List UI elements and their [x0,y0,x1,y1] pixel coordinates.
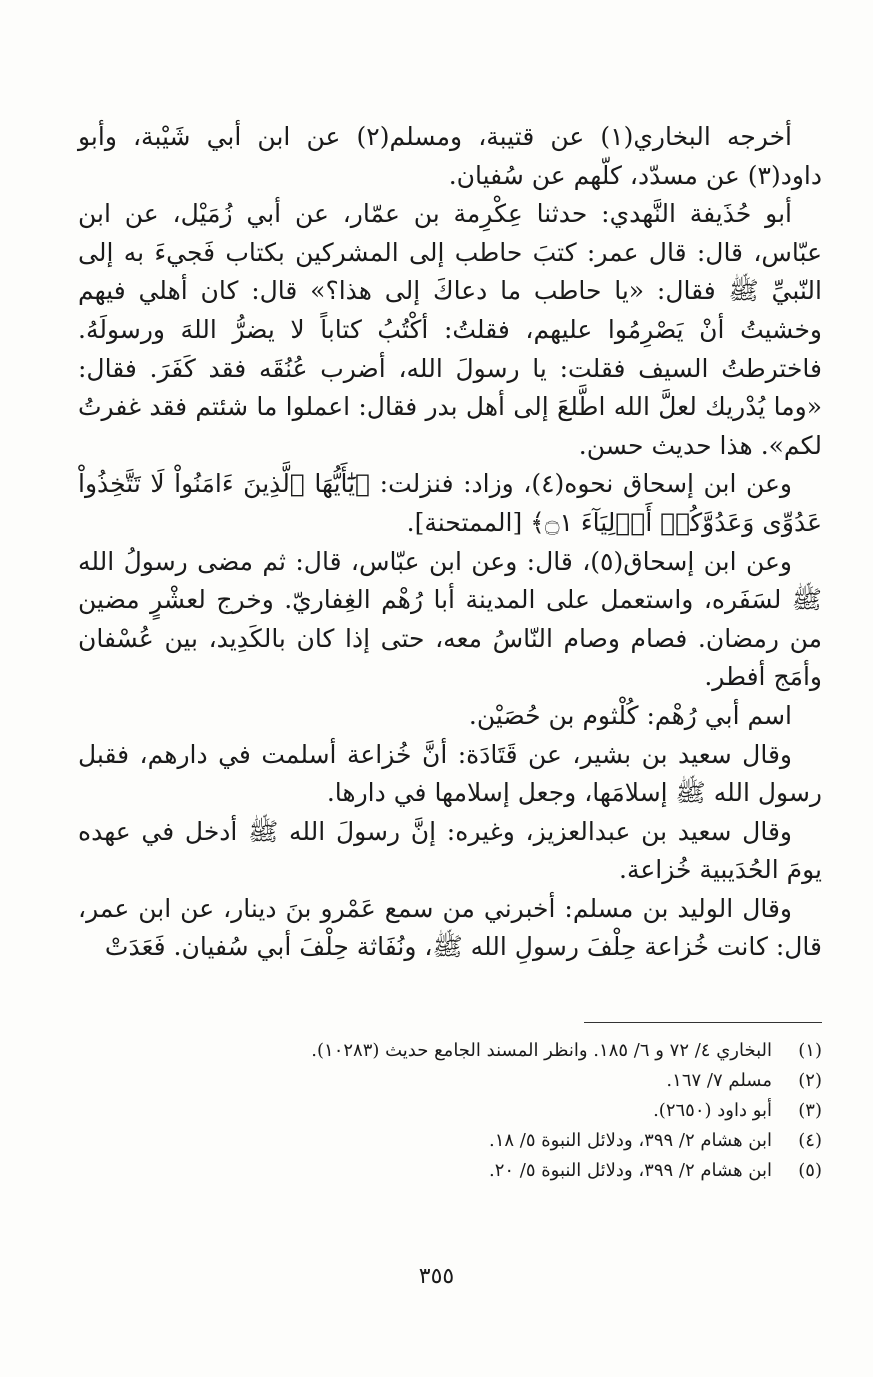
footnote-number: (٤) [798,1130,822,1151]
paragraph-2: أبو حُذَيفة النَّهدي: حدثنا عِكْرِمة بن عمّار، عن أبي زُمَيْل، عن ابن عبّاس، قال: قال عمر: كتبَ حاطب إلى المشركين بكتاب فَجيءَ به إلى النّبيِّ ﷺ فقال: «يا حاطب ما دعاكَ إلى هذا؟» قال: كان أهلي فيهم وخشيتُ أنْ يَصْرِمُوا عليهم، فقلتُ: أكْتُبُ كتاباً لا يضرُّ اللهَ ورسولَهُ. فاخترطتُ السيف فقلت: يا رسولَ الله، أضرب عُنُقَه فقد كَفَرَ. فقال: «وما يُدْريك لعلَّ الله اطَّلعَ إلى أهل بدر فقال: اعملوا ما شئتم فقد غفرتُ لكم». هذا حديث حسن. [78,199,822,460]
footnote-3 [78,1096,822,1126]
footnote-2 [78,1066,822,1096]
paragraph-3: وعن ابن إسحاق نحوه(٤)، وزاد: فنزلت: ﴿يَٰٓأَيُّهَا ٱلَّذِينَ ءَامَنُواْ لَا تَتَّخِذُواْ عَدُوِّى وَعَدُوَّكُمۡ أَوۡلِيَآءَ ۝١﴾ [الممتحنة]. [78,469,822,537]
footnote-text: مسلم ٧/ ١٦٧. [666,1070,772,1091]
paragraph-8: وقال الوليد بن مسلم: أخبرني من سمع عَمْرو بنَ دينار، عن ابن عمر، قال: كانت خُزاعة حِلْفَ رسولِ الله ﷺ، ونُفَاثة حِلْفَ أبي سُفيان. فَعَدَتْ [78,893,822,962]
footnote-number: (٣) [798,1100,822,1121]
footnote-number: (٢) [798,1070,822,1091]
paragraph-4: وعن ابن إسحاق(٥)، قال: وعن ابن عبّاس، قال: ثم مضى رسولُ الله ﷺ لسَفَره، واستعمل على المدينة أبا رُهْم الغِفاريّ. وخرج لعشْرٍ مضين من رمضان. فصام وصام النّاسُ معه، حتى إذا كان بالكَدِيد، بين عُسْفان وأمَج أفطر. [78,546,822,692]
footnote-divider [584,1022,822,1023]
page-number: ٣٥٥ [418,1264,455,1289]
footnotes [78,1036,822,1186]
footnote-text: أبو داود (٢٦٥٠). [653,1100,772,1121]
main-text [78,118,822,967]
footnote-text: ابن هشام ٢/ ٣٩٩، ودلائل النبوة ٥/ ٢٠. [488,1160,772,1181]
footnote-text: البخاري ٤/ ٧٢ و ٦/ ١٨٥. وانظر المسند الجامع حديث (١٠٢٨٣). [311,1040,772,1061]
footnote-5 [78,1156,822,1186]
footnote-text: ابن هشام ٢/ ٣٩٩، ودلائل النبوة ٥/ ١٨. [488,1130,772,1151]
paragraph-6: وقال سعيد بن بشير، عن قَتَادَة: أنَّ خُزاعة أسلمت في دارهم، فقبل رسول الله ﷺ إسلامَها، وجعل إسلامها في دارها. [78,739,822,808]
paragraph-5: اسم أبي رُهْم: كُلْثوم بن حُصَيْن. [468,700,792,730]
footnote-number: (١) [798,1040,822,1061]
paragraph-1: أخرجه البخاري(١) عن قتيبة، ومسلم(٢) عن ابن أبي شَيْبة، وأبو داود(٣) عن مسدّد، كلّهم عن سُفيان. [78,122,822,190]
footnote-1 [78,1036,822,1066]
paragraph-7: وقال سعيد بن عبدالعزيز، وغيره: إنَّ رسولَ الله ﷺ أدخل في عهده يومَ الحُدَيبية خُزاعة. [78,816,822,885]
footnote-4 [78,1126,822,1156]
footnote-number: (٥) [798,1160,822,1181]
